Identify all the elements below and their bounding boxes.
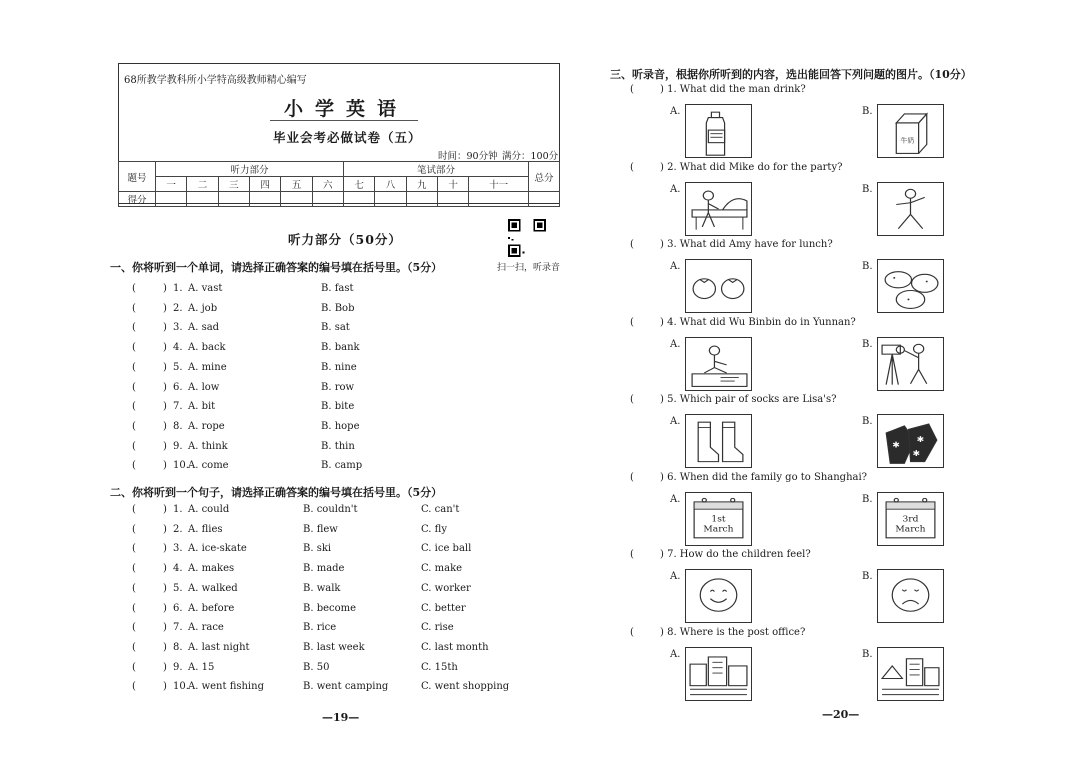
milk-carton-picture[interactable] [877, 104, 944, 158]
option-a: A. ice-skate [188, 543, 247, 555]
option-a: A. went fishing [188, 681, 264, 693]
option-c: C. worker [421, 582, 471, 594]
answer-paren-open: ( [132, 361, 136, 373]
question-text: ) 3. What did Amy have for lunch? [660, 239, 833, 250]
answer-paren-open: ( [630, 316, 634, 328]
option-c: C. better [421, 602, 466, 614]
answer-paren-open: ( [630, 239, 634, 250]
question-text: ) 8. Where is the post office? [660, 626, 806, 638]
col-num: 十一 [469, 177, 529, 192]
option-b-label: B. [862, 493, 873, 505]
option-b: B. couldn't [303, 504, 358, 515]
answer-paren-close: ) [163, 440, 167, 452]
option-a: A. job [188, 302, 218, 314]
answer-paren-close: ) [163, 322, 167, 334]
answer-paren-close: ) [163, 342, 167, 354]
score-cell[interactable] [249, 192, 280, 207]
col-num: 五 [281, 177, 312, 192]
option-c: C. can't [421, 504, 460, 515]
answer-paren-close: ) [163, 381, 167, 393]
option-b: B. thin [321, 440, 355, 452]
option-c: C. make [421, 563, 463, 575]
calendar-3rd-march-picture[interactable] [877, 492, 944, 546]
option-a: A. mine [188, 361, 227, 373]
item-number: 7. [173, 622, 183, 634]
qr-code [508, 219, 546, 257]
left-page-number: —19— [322, 711, 360, 724]
score-cell[interactable] [156, 192, 187, 207]
tomatoes-picture[interactable] [685, 259, 752, 313]
title-rule [270, 120, 418, 121]
answer-paren-open: ( [630, 161, 634, 173]
item-number: 7. [173, 401, 183, 413]
paper-title: 毕业会考必做试卷（五） [273, 130, 422, 145]
editor-line: 68所教学教科所小学特高级教师精心编写 [124, 75, 307, 86]
question-text: ) 6. When did the family go to Shanghai? [660, 471, 868, 483]
col-num: 九 [406, 177, 437, 192]
col-num: 一 [156, 177, 187, 192]
answer-paren-open: ( [132, 661, 136, 673]
option-b: B. bank [321, 342, 360, 354]
kung-fu-picture[interactable] [877, 182, 944, 236]
answer-paren-open: ( [132, 322, 136, 334]
col-num: 七 [343, 177, 374, 192]
photographer-icon [878, 338, 943, 390]
question-text: ) 7. How do the children feel? [660, 549, 811, 560]
option-b: B. fast [321, 283, 354, 294]
water-bottle-picture[interactable] [685, 104, 752, 158]
answer-paren-close: ) [163, 302, 167, 314]
item-number: 9. [173, 661, 183, 673]
street-a-picture[interactable] [685, 647, 752, 701]
item-number: 8. [173, 420, 183, 432]
option-b: B. last week [303, 641, 365, 653]
col-num: 二 [187, 177, 218, 192]
option-b-label: B. [862, 648, 873, 660]
answer-paren-open: ( [132, 523, 136, 535]
option-c: C. fly [421, 523, 447, 535]
option-b: B. went camping [303, 681, 389, 693]
answer-paren-open: ( [132, 283, 136, 294]
option-a-label: A. [670, 261, 681, 272]
col-num: 三 [218, 177, 249, 192]
option-a: A. rope [188, 420, 225, 432]
time-info: 时间：90分钟 [438, 151, 498, 162]
answer-paren-open: ( [630, 471, 634, 483]
answer-paren-open: ( [132, 563, 136, 575]
item-number: 4. [173, 563, 183, 575]
item-number: 6. [173, 381, 183, 393]
option-b: B. hope [321, 420, 360, 432]
answer-paren-open: ( [132, 602, 136, 614]
option-a: A. sad [188, 322, 220, 334]
star-socks-picture[interactable] [877, 414, 944, 468]
option-a: A. before [188, 602, 235, 614]
answer-paren-close: ) [163, 401, 167, 413]
answer-paren-close: ) [163, 543, 167, 555]
kung-fu-icon [878, 183, 943, 235]
option-a: A. makes [188, 563, 235, 575]
answer-paren-close: ) [163, 622, 167, 634]
option-a: A. race [188, 622, 224, 634]
option-b-label: B. [862, 261, 873, 272]
option-a-label: A. [670, 648, 681, 660]
answer-paren-open: ( [132, 302, 136, 314]
col-num: 四 [249, 177, 280, 192]
answer-paren-open: ( [132, 582, 136, 594]
plain-socks-picture[interactable] [685, 414, 752, 468]
answer-paren-open: ( [132, 504, 136, 515]
answer-paren-open: ( [630, 84, 634, 95]
happy-face-picture[interactable] [685, 569, 752, 623]
option-b: B. row [321, 381, 355, 393]
option-a: A. flies [188, 523, 223, 535]
item-number: 5. [173, 582, 183, 594]
answer-paren-open: ( [132, 342, 136, 354]
piano-player-icon [686, 183, 751, 235]
answer-paren-close: ) [163, 420, 167, 432]
calendar-day: 1st [711, 514, 726, 524]
answer-paren-open: ( [132, 641, 136, 653]
answer-paren-open: ( [630, 549, 634, 560]
carton-label: 牛奶 [900, 137, 915, 145]
answer-paren-open: ( [132, 460, 136, 472]
option-b: B. flew [303, 523, 338, 535]
col-num: 六 [312, 177, 343, 192]
calendar-month: March [895, 524, 926, 534]
calendar-day: 3rd [902, 514, 919, 524]
section1-heading: 一、你将听到一个单词，请选择正确答案的编号填在括号里。（5分） [110, 261, 443, 274]
option-c: C. rise [421, 622, 454, 634]
painting-icon [686, 338, 751, 390]
street-b-picture[interactable] [877, 647, 944, 701]
option-b: B. nine [321, 361, 357, 373]
painting-picture[interactable] [685, 337, 752, 391]
calendar-1st-march-picture[interactable] [685, 492, 752, 546]
score-cell[interactable] [469, 192, 529, 207]
option-a: A. last night [188, 641, 250, 653]
answer-paren-close: ) [163, 602, 167, 614]
happy-face-icon [686, 570, 751, 622]
item-number: 10. [173, 681, 189, 693]
option-b-label: B. [862, 183, 873, 195]
option-b-label: B. [862, 338, 873, 350]
option-b: B. sat [321, 322, 350, 334]
score-cell[interactable] [312, 192, 343, 207]
option-c: C. ice ball [421, 543, 472, 555]
score-cell[interactable] [187, 192, 218, 207]
option-c: C. 15th [421, 661, 458, 673]
option-a: A. 15 [188, 661, 215, 673]
answer-paren-close: ) [163, 641, 167, 653]
question-text: ) 4. What did Wu Binbin do in Yunnan? [660, 316, 856, 328]
calendar-month: March [703, 524, 734, 534]
score-table [118, 161, 560, 207]
answer-paren-open: ( [132, 401, 136, 413]
item-number: 2. [173, 302, 183, 314]
photographer-picture[interactable] [877, 337, 944, 391]
answer-paren-open: ( [630, 626, 634, 638]
option-a-label: A. [670, 338, 681, 350]
option-b: B. rice [303, 622, 337, 634]
sad-face-icon [878, 570, 943, 622]
option-b: B. become [303, 602, 357, 614]
answer-paren-close: ) [163, 582, 167, 594]
question-text: ) 2. What did Mike do for the party? [660, 161, 843, 173]
option-a-label: A. [670, 493, 681, 505]
option-b: B. Bob [321, 302, 355, 314]
score-row-label: 得分 [119, 192, 156, 207]
option-a: A. back [188, 342, 226, 354]
svg-text:✱: ✱ [912, 449, 921, 460]
option-a: A. low [188, 381, 220, 393]
score-cell[interactable] [406, 192, 437, 207]
score-cell[interactable] [437, 192, 468, 207]
option-a: A. walked [188, 582, 238, 594]
street-a-icon [686, 648, 751, 700]
answer-paren-open: ( [132, 381, 136, 393]
answer-paren-close: ) [163, 283, 167, 294]
answer-paren-open: ( [132, 622, 136, 634]
listening-title: 听力部分（50分） [288, 232, 402, 247]
answer-paren-open: ( [132, 543, 136, 555]
score-cell[interactable] [375, 192, 406, 207]
question-text: ) 1. What did the man drink? [660, 84, 806, 95]
option-a-label: A. [670, 416, 681, 427]
item-number: 9. [173, 440, 183, 452]
answer-paren-open: ( [132, 440, 136, 452]
option-b: B. ski [303, 543, 332, 555]
street-b-icon [878, 648, 943, 700]
answer-paren-close: ) [163, 460, 167, 472]
item-number: 3. [173, 322, 183, 334]
option-b-label: B. [862, 416, 873, 427]
question-text: ) 5. Which pair of socks are Lisa's? [660, 394, 837, 405]
answer-paren-open: ( [132, 681, 136, 693]
tomatoes-icon [686, 260, 751, 312]
option-b: B. walk [303, 582, 341, 594]
answer-paren-close: ) [163, 504, 167, 515]
answer-paren-close: ) [163, 563, 167, 575]
option-b: B. bite [321, 401, 355, 413]
plain-socks-icon [686, 415, 751, 467]
answer-paren-close: ) [163, 361, 167, 373]
svg-text:✱: ✱ [916, 435, 925, 445]
col-num: 十 [437, 177, 468, 192]
option-b: B. 50 [303, 661, 330, 673]
item-number: 5. [173, 361, 183, 373]
answer-paren-open: ( [630, 394, 634, 405]
listening-group-label: 听力部分 [156, 162, 344, 177]
total-label: 总分 [529, 162, 560, 192]
milk-carton-icon [878, 105, 943, 157]
option-a: A. come [188, 460, 229, 472]
option-b: B. made [303, 563, 345, 575]
option-a: A. vast [188, 283, 223, 294]
option-a: A. could [188, 504, 230, 515]
option-a: A. think [188, 440, 228, 452]
item-number: 2. [173, 523, 183, 535]
score-cell[interactable] [281, 192, 312, 207]
item-number: 8. [173, 641, 183, 653]
calendar-3rd-march-icon [878, 493, 943, 545]
star-socks-icon [878, 415, 943, 467]
answer-paren-open: ( [132, 420, 136, 432]
item-number: 10. [173, 460, 189, 472]
svg-text:✱: ✱ [892, 440, 900, 451]
item-number: 4. [173, 342, 183, 354]
potatoes-picture[interactable] [877, 259, 944, 313]
option-a-label: A. [670, 106, 681, 117]
water-bottle-icon [686, 105, 751, 157]
section3-heading: 三、听录音，根据你所听到的内容，选出能回答下列问题的图片。（10分） [610, 68, 972, 81]
score-cell[interactable] [218, 192, 249, 207]
option-b-label: B. [862, 571, 873, 582]
option-c: C. went shopping [421, 681, 510, 693]
potatoes-icon [878, 260, 943, 312]
score-cell[interactable] [343, 192, 374, 207]
option-b: B. camp [321, 460, 363, 472]
option-a-label: A. [670, 183, 681, 195]
item-number: 1. [173, 504, 183, 515]
answer-paren-close: ) [163, 661, 167, 673]
answer-paren-close: ) [163, 681, 167, 693]
item-number: 6. [173, 602, 183, 614]
qr-caption: 扫一扫，听录音 [497, 263, 561, 273]
option-b-label: B. [862, 106, 873, 117]
option-a-label: A. [670, 571, 681, 582]
item-number: 1. [173, 283, 183, 294]
option-a: A. bit [188, 401, 216, 413]
option-c: C. last month [421, 641, 489, 653]
score-info: 满分：100分 [502, 151, 559, 162]
piano-player-picture[interactable] [685, 182, 752, 236]
item-number: 3. [173, 543, 183, 555]
answer-paren-close: ) [163, 523, 167, 535]
score-cell[interactable] [529, 192, 560, 207]
sad-face-picture[interactable] [877, 569, 944, 623]
section2-heading: 二、你将听到一个句子，请选择正确答案的编号填在括号里。（5分） [110, 486, 443, 499]
right-page-number: —20— [822, 708, 860, 721]
row-label: 题号 [119, 162, 156, 192]
col-num: 八 [375, 177, 406, 192]
calendar-1st-march-icon [686, 493, 751, 545]
written-group-label: 笔试部分 [343, 162, 528, 177]
subject-title: 小学英语 [284, 98, 409, 120]
